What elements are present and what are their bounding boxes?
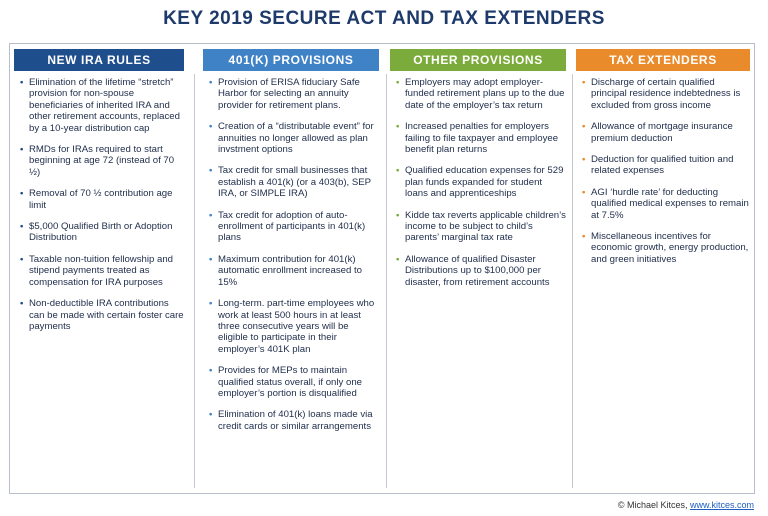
column-divider	[572, 74, 573, 488]
list-item: • Allowance of mortgage insurance premium deduction	[582, 121, 750, 144]
column-divider	[194, 74, 195, 488]
list-item: • Employers may adopt employer-funded retirement plans up to the due date of the employer’s tax return	[396, 77, 566, 111]
list-item: • Non-deductible IRA contributions can be made with certain foster care payments	[20, 298, 184, 332]
list-item: • Discharge of certain qualified principal residence indebtedness is excluded from gross income	[582, 77, 750, 111]
list-item: • Tax credit for adoption of auto-enrollment of participants in 401(k) plans	[209, 210, 379, 244]
list-item: • Qualified education expenses for 529 plan funds expanded for student loans and apprenticeships	[396, 165, 566, 199]
column-header-401k-provisions: 401(K) PROVISIONS	[203, 49, 379, 71]
column-header-tax-extenders: TAX EXTENDERS	[576, 49, 750, 71]
kitces-link[interactable]: www.kitces.com	[689, 500, 754, 510]
list-item: • Kidde tax reverts applicable children’s income to be subject to child’s parents’ marginal tax rate	[396, 210, 566, 244]
list-item: • Deduction for qualified tuition and related expenses	[582, 154, 750, 177]
list-item: • Increased penalties for employers failing to file taxpayer and employee benefit plan returns	[396, 121, 566, 155]
list-item: • Removal of 70 ½ contribution age limit	[20, 188, 184, 211]
list-item: • Provides for MEPs to maintain qualified status overall, if only one employer’s portion is disqualified	[209, 365, 379, 399]
page-title: KEY 2019 SECURE ACT AND TAX EXTENDERS	[163, 8, 605, 29]
list-item: • Miscellaneous incentives for economic growth, energy production, and green initiatives	[582, 231, 750, 265]
column-divider	[386, 74, 387, 488]
list-item: • Creation of a “distributable event” for annuities no longer allowed as plan invstment options	[209, 121, 379, 155]
column-new-ira-rules	[14, 49, 184, 489]
list-item: • $5,000 Qualified Birth or Adoption Distribution	[20, 221, 184, 244]
list-item: • Taxable non-tuition fellowship and stipend payments treated as compensation for IRA purposes	[20, 254, 184, 288]
column-other-provisions	[390, 49, 566, 489]
column-header-other-provisions: OTHER PROVISIONS	[390, 49, 566, 71]
tax-extenders-list	[582, 77, 750, 265]
list-item: • Provision of ERISA fiduciary Safe Harbor for selecting an annuity provider for retirement plans.	[209, 77, 379, 111]
list-item: • Maximum contribution for 401(k) automatic enrollment increased to 15%	[209, 254, 379, 288]
list-item: • Elimination of 401(k) loans made via credit cards or similar arrangements	[209, 409, 379, 432]
list-item: • AGI ‘hurdle rate’ for deducting qualified medical expenses to remain at 7.5%	[582, 187, 750, 221]
list-item: • Elimination of the lifetime “stretch” provision for non-spouse beneficiaries of inherited IRA and other retirement accounts, replaced by a 10-year distribution cap	[20, 77, 184, 134]
column-header-new-ira-rules: NEW IRA RULES	[14, 49, 184, 71]
credit-text: © Michael Kitces,	[617, 500, 690, 510]
401k-provisions-list	[209, 77, 379, 432]
other-provisions-list	[396, 77, 566, 288]
list-item: • Long-term. part-time employees who work at least 500 hours in at least three consecutive years will be eligible to participate in their employer’s 401K plan	[209, 298, 379, 355]
list-item: • RMDs for IRAs required to start beginning at age 72 (instead of 70 ½)	[20, 144, 184, 178]
new-ira-rules-list	[20, 77, 184, 332]
column-tax-extenders	[576, 49, 750, 489]
credit-line	[618, 500, 754, 510]
list-item: • Allowance of qualified Disaster Distributions up to $100,000 per disaster, from retirement accounts	[396, 254, 566, 288]
list-item: • Tax credit for small businesses that establish a 401(k) (or a 403(b), SEP IRA, or SIMPLE IRA)	[209, 165, 379, 199]
column-401k-provisions	[203, 49, 379, 489]
